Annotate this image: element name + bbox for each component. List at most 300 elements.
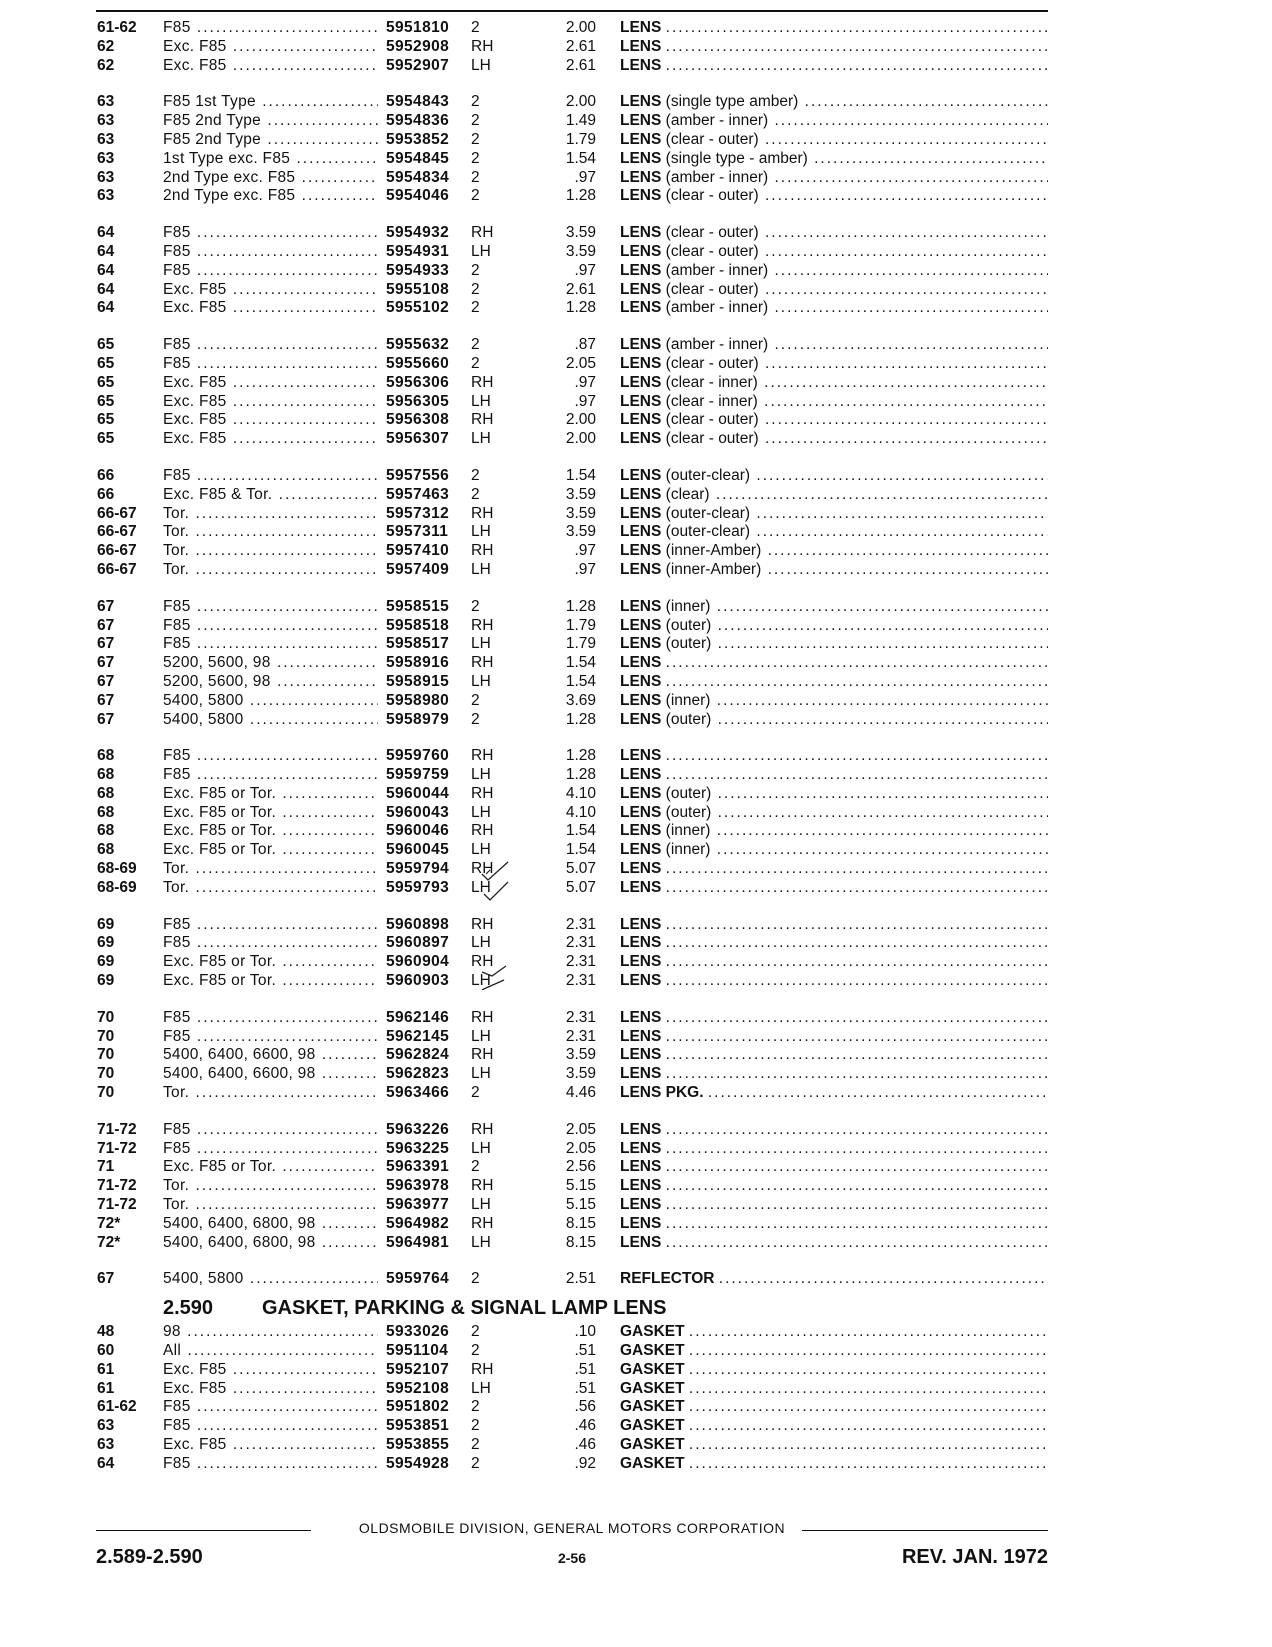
year-cell: 66 [97,485,115,503]
price-cell: 1.79 [565,130,596,148]
price-cell: 2.31 [565,1027,596,1045]
part-number-cell: 5933026 [386,1323,450,1341]
description-cell [620,1234,1048,1253]
price-cell: 5.15 [565,1177,596,1195]
model-cell: Tor. ..... [163,1196,378,1215]
parts-row [0,1121,1272,1140]
year-cell: 65 [97,430,115,448]
description-cell [620,860,1048,879]
item-name: LENS [620,915,662,933]
part-number-cell: 5963977 [386,1196,450,1214]
item-name: LENS [620,934,662,952]
description-cell [620,187,1048,206]
model-cell: 5400, 6400, 6800, 98 ..... [163,1215,378,1234]
item-name: GASKET [620,1454,685,1472]
quantity-cell: RH [471,822,494,840]
description-cell [620,1380,1048,1399]
quantity-cell: 2 [471,280,480,298]
quantity-cell: LH [471,560,491,578]
model-cell: 2nd Type exc. F85 ..... [163,187,378,206]
quantity-cell: LH [471,672,491,690]
year-cell: 71-72 [97,1196,137,1214]
part-number-cell: 5954932 [386,224,450,242]
item-name: LENS [620,691,662,709]
quantity-cell: LH [471,841,491,859]
quantity-cell: 2 [471,597,480,615]
model-cell: Tor. ..... [163,542,378,561]
parts-row [0,112,1272,131]
year-cell: 48 [97,1323,115,1341]
item-note: (clear - outer) [665,242,759,260]
item-note: (clear - outer) [665,187,759,205]
year-cell: 67 [97,691,115,709]
price-cell: 1.54 [565,822,596,840]
year-cell: 63 [97,149,115,167]
price-cell: 5.15 [565,1196,596,1214]
price-cell: 8.15 [565,1214,596,1232]
item-note: (inner) [665,597,711,615]
parts-row [0,804,1272,823]
model-cell: Exc. F85 or Tor. ..... [163,804,378,823]
part-number-cell: 5959764 [386,1270,450,1288]
part-number-cell: 5955108 [386,280,450,298]
parts-row [0,150,1272,169]
part-number-cell: 5956305 [386,392,450,410]
price-cell: 2.61 [565,280,596,298]
description-cell [620,467,1048,486]
item-name: LENS [620,710,662,728]
item-name: LENS [620,485,662,503]
year-cell: 63 [97,187,115,205]
item-name: GASKET [620,1360,685,1378]
year-cell: 69 [97,972,115,990]
price-cell: .56 [574,1398,596,1416]
price-cell: 4.10 [565,803,596,821]
parts-row [0,299,1272,318]
part-number-cell: 5960898 [386,915,450,933]
part-number-cell: 5960044 [386,784,450,802]
parts-row [0,785,1272,804]
parts-row [0,822,1272,841]
parts-row [0,617,1272,636]
parts-row [0,131,1272,150]
price-cell: 1.54 [565,841,596,859]
description-cell [620,1455,1048,1474]
part-number-cell: 5956307 [386,430,450,448]
item-name: LENS [620,224,662,242]
price-cell: 4.10 [565,784,596,802]
description-cell [620,1177,1048,1196]
model-cell: F85 ..... [163,262,378,281]
description-cell [620,673,1048,692]
description-cell [620,953,1048,972]
model-cell: 5400, 5800 ..... [163,1270,378,1289]
item-note: (single type amber) [665,93,799,111]
year-cell: 66 [97,466,115,484]
item-name: LENS [620,19,662,36]
description-cell [620,169,1048,188]
quantity-cell: LH [471,430,491,448]
item-name: LENS [620,354,662,372]
description-cell [620,93,1048,112]
model-cell: All ..... [163,1342,378,1361]
quantity-cell: LH [471,1379,491,1397]
description-cell [620,355,1048,374]
parts-row [0,243,1272,262]
part-number-cell: 5956306 [386,373,450,391]
year-cell: 63 [97,112,115,130]
year-cell: 67 [97,597,115,615]
quantity-cell: RH [471,1008,494,1026]
part-number-cell: 5954046 [386,187,450,205]
item-note: (inner) [665,841,711,859]
model-cell: F85 2nd Type ..... [163,112,378,131]
model-cell: F85 ..... [163,598,378,617]
item-name: LENS [620,542,662,560]
price-cell: 1.28 [565,187,596,205]
parts-row [0,635,1272,654]
part-number-cell: 5958515 [386,597,450,615]
year-cell: 61-62 [97,1398,137,1416]
item-note: (outer) [665,784,712,802]
item-note: (outer) [665,803,712,821]
year-cell: 67 [97,1270,115,1288]
part-number-cell: 5963391 [386,1158,450,1176]
year-cell: 63 [97,1417,115,1435]
description-cell [620,281,1048,300]
item-name: LENS [620,972,662,990]
description-cell [620,1270,1048,1289]
quantity-cell: 2 [471,261,480,279]
quantity-cell: RH [471,616,494,634]
item-note: (amber - inner) [665,336,769,354]
quantity-cell: RH [471,504,494,522]
item-name: LENS [620,1027,662,1045]
model-cell: Exc. F85 or Tor. ..... [163,1158,378,1177]
year-cell: 66-67 [97,560,137,578]
year-cell: 64 [97,242,115,260]
parts-row [0,523,1272,542]
price-cell: 8.15 [565,1233,596,1251]
part-number-cell: 5955632 [386,336,450,354]
parts-row [0,1398,1272,1417]
description-cell [620,879,1048,898]
item-name: LENS [620,672,662,690]
quantity-cell: RH [471,784,494,802]
part-number-cell: 5963978 [386,1177,450,1195]
model-cell: F85 1st Type ..... [163,93,378,112]
description-cell [620,1158,1048,1177]
part-number-cell: 5951104 [386,1342,449,1360]
year-cell: 60 [97,1342,115,1360]
item-name: LENS [620,1214,662,1232]
quantity-cell: RH [471,542,494,560]
part-number-cell: 5958979 [386,710,450,728]
item-name: LENS [620,430,662,448]
parts-row [0,1065,1272,1084]
description-cell [620,1046,1048,1065]
part-number-cell: 5954933 [386,261,450,279]
price-cell: 2.05 [565,354,596,372]
part-number-cell: 5954836 [386,112,450,130]
description-cell [620,542,1048,561]
part-number-cell: 5954931 [386,242,450,260]
section-heading [0,1293,1272,1323]
quantity-cell: RH [471,1046,494,1064]
item-note: (clear) [665,485,710,503]
item-note: (amber - inner) [665,261,769,279]
model-cell: Exc. F85 ..... [163,393,378,412]
item-name: REFLECTOR [620,1270,715,1288]
year-cell: 67 [97,654,115,672]
description-cell [620,1342,1048,1361]
model-cell: F85 ..... [163,1140,378,1159]
year-cell: 68 [97,822,115,840]
parts-row [0,411,1272,430]
item-note: (amber - inner) [665,112,769,130]
year-cell: 68 [97,747,115,765]
year-cell: 64 [97,280,115,298]
footer-page-number: 2-56 [557,1550,587,1566]
parts-row [0,1158,1272,1177]
model-cell: F85 ..... [163,766,378,785]
model-cell: F85 ..... [163,224,378,243]
price-cell: 1.79 [565,616,596,634]
year-cell: 68-69 [97,860,137,878]
model-cell: Exc. F85 ..... [163,1436,378,1455]
parts-row [0,1028,1272,1047]
item-name: LENS [620,373,662,391]
item-name: GASKET [620,1398,685,1416]
price-cell: 3.59 [565,485,596,503]
item-name: LENS [620,149,662,167]
year-cell: 70 [97,1008,115,1026]
part-number-cell: 5960043 [386,803,450,821]
parts-row [0,1270,1272,1289]
part-number-cell: 5957556 [386,466,450,484]
description-cell [620,1084,1048,1103]
item-name: LENS [620,168,662,186]
item-note: (inner-Amber) [665,542,762,560]
item-note: (amber - inner) [665,299,769,317]
item-name: LENS [620,56,662,74]
model-cell: F85 ..... [163,1028,378,1047]
quantity-cell: 2 [471,1417,480,1435]
price-cell: 3.59 [565,504,596,522]
description-cell [620,19,1048,38]
item-note: (single type - amber) [665,149,808,167]
item-name: LENS [620,766,662,784]
description-cell [620,916,1048,935]
price-cell: .46 [574,1417,596,1435]
year-cell: 66-67 [97,523,137,541]
parts-row [0,1342,1272,1361]
description-cell [620,804,1048,823]
item-name: LENS [620,37,662,55]
quantity-cell: LH [471,1233,491,1251]
item-note: (clear - inner) [665,392,758,410]
price-cell: .97 [574,168,596,186]
part-number-cell: 5962823 [386,1065,450,1083]
description-cell [620,1361,1048,1380]
part-number-cell: 5959794 [386,860,450,878]
description-cell [620,393,1048,412]
year-cell: 63 [97,168,115,186]
item-name: LENS [620,597,662,615]
section-number: 2.590 [163,1297,214,1320]
parts-row [0,934,1272,953]
quantity-cell: 2 [471,130,480,148]
part-number-cell: 5952108 [386,1379,450,1397]
part-number-cell: 5960046 [386,822,450,840]
model-cell: Tor. ..... [163,523,378,542]
quantity-cell: LH [471,1196,491,1214]
year-cell: 66-67 [97,542,137,560]
year-cell: 62 [97,56,115,74]
description-cell [620,1065,1048,1084]
parts-row [0,1009,1272,1028]
quantity-cell: LH [471,56,491,74]
part-number-cell: 5955102 [386,299,450,317]
part-number-cell: 5963226 [386,1120,450,1138]
parts-list [0,19,1272,1474]
description-cell [620,617,1048,636]
part-number-cell: 5954928 [386,1454,450,1472]
model-cell: 5400, 6400, 6600, 98 ..... [163,1046,378,1065]
part-number-cell: 5958517 [386,635,450,653]
parts-row [0,1380,1272,1399]
item-name: GASKET [620,1323,685,1341]
year-cell: 62 [97,37,115,55]
quantity-cell: 2 [471,485,480,503]
item-note: (inner) [665,822,711,840]
model-cell: F85 ..... [163,336,378,355]
parts-row [0,916,1272,935]
item-name: LENS [620,523,662,541]
parts-row [0,374,1272,393]
quantity-cell: 2 [471,1436,480,1453]
description-cell [620,411,1048,430]
year-cell: 71-72 [97,1120,137,1138]
quantity-cell: RH [471,915,494,933]
price-cell: 3.69 [565,691,596,709]
year-cell: 72* [97,1233,121,1251]
page-footer [96,1520,1048,1580]
year-cell: 64 [97,224,115,242]
item-name: LENS [620,953,662,971]
quantity-cell: 2 [471,1084,480,1102]
description-cell [620,299,1048,318]
item-note: (outer) [665,710,712,728]
price-cell: 2.31 [565,934,596,952]
description-cell [620,598,1048,617]
price-cell: .97 [574,392,596,410]
model-cell: 5200, 5600, 98 ..... [163,654,378,673]
price-cell: 2.00 [565,430,596,448]
quantity-cell: RH [471,953,494,971]
quantity-cell: LH [471,523,491,541]
price-cell: 1.28 [565,710,596,728]
quantity-cell: RH [471,1214,494,1232]
parts-row [0,1455,1272,1474]
model-cell: F85 ..... [163,1417,378,1436]
price-cell: 2.61 [565,56,596,74]
part-number-cell: 5958915 [386,672,450,690]
model-cell: F85 ..... [163,1009,378,1028]
item-name: GASKET [620,1436,685,1453]
item-name: LENS [620,841,662,859]
year-cell: 61 [97,1360,115,1378]
model-cell: Tor. ..... [163,505,378,524]
price-cell: .97 [574,261,596,279]
section-title: GASKET, PARKING & SIGNAL LAMP LENS [262,1297,667,1320]
year-cell: 67 [97,710,115,728]
quantity-cell: 2 [471,1323,480,1341]
quantity-cell: LH [471,934,491,952]
part-number-cell: 5953851 [386,1417,450,1435]
parts-row [0,1234,1272,1253]
parts-row [0,654,1272,673]
parts-row [0,841,1272,860]
item-name: LENS [620,93,662,111]
item-name: LENS [620,392,662,410]
item-name: LENS [620,1008,662,1026]
parts-row [0,187,1272,206]
parts-row [0,542,1272,561]
description-cell [620,692,1048,711]
description-cell [620,561,1048,580]
item-name: LENS [620,1120,662,1138]
year-cell: 65 [97,373,115,391]
item-note: (outer-clear) [665,523,751,541]
quantity-cell: LH [471,1027,491,1045]
price-cell: 2.05 [565,1139,596,1157]
price-cell: .97 [574,542,596,560]
quantity-cell: LH [471,635,491,653]
item-name: LENS [620,1233,662,1251]
parts-row [0,673,1272,692]
description-cell [620,1028,1048,1047]
year-cell: 61-62 [97,19,137,36]
part-number-cell: 5958980 [386,691,450,709]
description-cell [620,38,1048,57]
part-number-cell: 5953855 [386,1436,450,1453]
year-cell: 71 [97,1158,115,1176]
item-name: GASKET [620,1342,685,1360]
parts-row [0,972,1272,991]
description-cell [620,972,1048,991]
price-cell: 2.00 [565,411,596,429]
description-cell [620,934,1048,953]
year-cell: 71-72 [97,1139,137,1157]
item-name: LENS [620,747,662,765]
description-cell [620,654,1048,673]
price-cell: .97 [574,560,596,578]
price-cell: 2.56 [565,1158,596,1176]
parts-row [0,879,1272,898]
year-cell: 65 [97,392,115,410]
description-cell [620,150,1048,169]
parts-row [0,1196,1272,1215]
model-cell: F85 ..... [163,1398,378,1417]
item-name: LENS [620,878,662,896]
model-cell: Exc. F85 or Tor. ..... [163,822,378,841]
model-cell: 5400, 5800 ..... [163,711,378,730]
parts-row [0,766,1272,785]
model-cell: Exc. F85 ..... [163,57,378,76]
item-name: LENS [620,1139,662,1157]
parts-row [0,57,1272,76]
